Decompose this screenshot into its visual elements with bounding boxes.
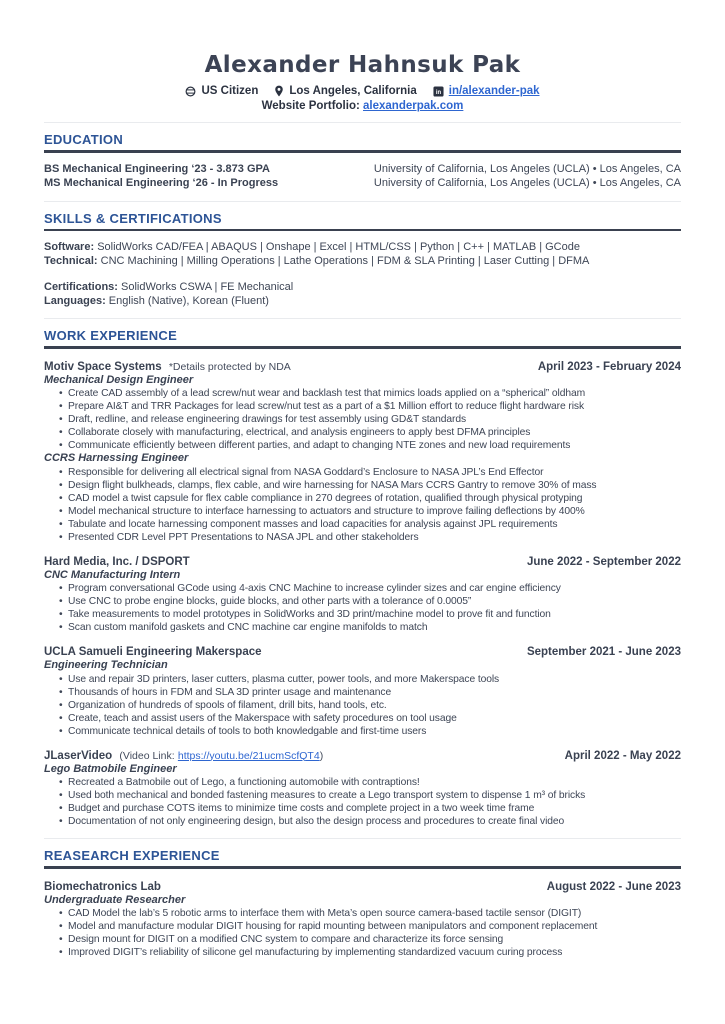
- job-header: [44, 749, 681, 763]
- bullet: • Organization of hundreds of spools of filament, drill bits, hand tools, etc.: [59, 699, 681, 712]
- skill-line-software: [44, 240, 681, 254]
- role: [44, 763, 681, 829]
- bullet: • Use CNC to probe engine blocks, guide blocks, and other parts with a tolerance of 0.0005”: [59, 595, 681, 608]
- bullet: • Design mount for DIGIT on a modified CNC system to compare and characterize its force sensing: [59, 933, 681, 946]
- bullet: • Create CAD assembly of a lead screw/nut wear and backlash test that mimics loads applied on a “spherical” oldham: [59, 387, 681, 400]
- bullet: • Draft, redline, and release engineering drawings for test assembly using GD&T standards: [59, 413, 681, 426]
- location-item: [274, 85, 416, 97]
- skills-section: [44, 211, 681, 309]
- bullet: • Communicate technical details of tools to both knowledgable and first-time users: [59, 725, 681, 738]
- bullet: • Collaborate closely with manufacturing, electrical, and analysis engineers to apply best DFMA principles: [59, 426, 681, 439]
- bullet: • Tabulate and locate harnessing component masses and load capacities for analysis against JPL requirements: [59, 518, 681, 531]
- bullet: • Model mechanical structure to interface harnessing to actuators and structure to improve failing deflections by 400%: [59, 505, 681, 518]
- skill-text: English (Native), Korean (Fluent): [108, 295, 269, 307]
- linkedin-icon: [433, 86, 444, 97]
- role: [44, 374, 681, 453]
- globe-icon: [185, 86, 196, 97]
- role-title: Undergraduate Researcher: [44, 893, 186, 906]
- bullet: • Documentation of not only engineering design, but also the design process and procedures to create final video: [59, 815, 681, 828]
- skill-label: Languages:: [44, 295, 106, 307]
- bullet: • Use and repair 3D printers, laser cutters, plasma cutter, power tools, and more Makerspace tools: [59, 673, 681, 686]
- video-link-suffix: ): [319, 749, 324, 762]
- svg-text:in: in: [435, 89, 441, 96]
- citizenship-item: [185, 85, 258, 97]
- skill-label: Certifications:: [44, 281, 118, 293]
- degree-text: MS Mechanical Engineering ‘26 - In Progress: [44, 177, 279, 189]
- section-separator: [44, 318, 681, 319]
- linkedin-link[interactable]: in/alexander-pak: [448, 85, 540, 97]
- job-jlaservideo: [44, 749, 681, 829]
- skill-line-technical: [44, 254, 681, 268]
- company-name: Motiv Space Systems: [44, 360, 162, 373]
- bullet-list: [44, 466, 681, 544]
- bullet-list: [44, 907, 681, 959]
- degree-text: BS Mechanical Engineering ‘23 - 3.873 GPA: [44, 162, 270, 175]
- skill-label: Software:: [44, 241, 95, 253]
- role-title: Engineering Technician: [44, 659, 168, 671]
- work-heading: WORK EXPERIENCE: [44, 328, 178, 343]
- bullet-list: [44, 673, 681, 738]
- bullet: • Budget and purchase COTS items to minimize time costs and complete project in a two week time frame: [59, 802, 681, 815]
- role-title: Mechanical Design Engineer: [44, 373, 194, 386]
- education-rule: [44, 150, 681, 153]
- skill-gap: [44, 268, 681, 280]
- skill-line-languages: [44, 294, 681, 308]
- job-dates: April 2023 - February 2024: [537, 360, 681, 373]
- education-row: [44, 162, 681, 177]
- linkedin-item: [433, 85, 540, 97]
- bullet: • CAD model a twist capsule for flex cable compliance in 270 degrees of rotation, qualified through physical protyping: [59, 492, 681, 505]
- skill-text: CNC Machining | Milling Operations | Lathe Operations | FDM & SLA Printing | Laser Cutting | DFMA: [100, 255, 590, 267]
- skill-label: Technical:: [44, 255, 98, 267]
- company-name: Hard Media, Inc. / DSPORT: [44, 555, 190, 568]
- work-rule: [44, 346, 681, 349]
- job-ucla-makerspace: [44, 645, 681, 738]
- section-separator: [44, 838, 681, 839]
- company-name: UCLA Samueli Engineering Makerspace: [44, 646, 262, 658]
- skill-text: SolidWorks CAD/FEA | ABAQUS | Onshape | Excel | HTML/CSS | Python | C++ | MATLAB | GCode: [97, 241, 580, 253]
- job-header: [44, 880, 681, 894]
- skill-lines: [44, 240, 681, 308]
- job-header: [44, 555, 681, 569]
- video-link[interactable]: https://youtu.be/21ucmScfQT4: [177, 749, 320, 762]
- skill-text: SolidWorks CSWA | FE Mechanical: [121, 281, 294, 293]
- bullet: • Presented CDR Level PPT Presentations to NASA JPL and other stakeholders: [59, 531, 681, 544]
- role: [44, 569, 681, 635]
- role: [44, 659, 681, 738]
- education-section: [44, 132, 681, 191]
- bullet: • Communicate efficiently between different parties, and adapt to changing NTE zones and new load requirements: [59, 439, 681, 452]
- skills-rule: [44, 229, 681, 232]
- portfolio-label: Website Portfolio:: [261, 100, 360, 112]
- bullet-list: [44, 582, 681, 634]
- company-cell: [44, 360, 291, 374]
- skills-heading: SKILLS & CERTIFICATIONS: [44, 210, 222, 226]
- job-header: [44, 645, 681, 659]
- job-dates: August 2022 - June 2023: [546, 880, 681, 893]
- education-rows: [44, 162, 681, 191]
- role-title: CCRS Harnessing Engineer: [44, 452, 189, 464]
- education-heading: EDUCATION: [44, 132, 124, 147]
- portfolio-row: [44, 100, 681, 112]
- bullet: • Scan custom manifold gaskets and CNC machine car engine manifolds to match: [59, 621, 681, 634]
- video-link-prefix: (Video Link:: [119, 749, 175, 762]
- skill-line-certifications: [44, 280, 681, 294]
- research-heading: REASEARCH EXPERIENCE: [44, 848, 220, 863]
- school-text: University of California, Los Angeles (UCLA) • Los Angeles, CA: [373, 162, 681, 175]
- job-biomechatronics-lab: [44, 880, 681, 960]
- bullet: • Improved DIGIT’s reliability of silicone gel manufacturing by implementing standardized vacuum curing process: [59, 946, 681, 959]
- bullet: • Create, teach and assist users of the Makerspace with safety procedures on tool usage: [59, 712, 681, 725]
- section-separator: [44, 201, 681, 202]
- work-section: [44, 328, 681, 828]
- company-name: Biomechatronics Lab: [44, 880, 161, 893]
- job-dates: September 2021 - June 2023: [526, 646, 681, 658]
- role-title: Lego Batmobile Engineer: [44, 762, 177, 775]
- company-cell: [44, 749, 323, 763]
- location-pin-icon: [274, 85, 284, 97]
- bullet: • Program conversational GCode using 4-axis CNC Machine to increase cylinder sizes and car engine efficiency: [59, 582, 681, 595]
- role: [44, 894, 681, 960]
- bullet: • Design flight bulkheads, clamps, flex cable, and wire harnessing for NASA Mars CCRS Gantry to remove 30% of mass: [59, 479, 681, 492]
- bullet-list: [44, 387, 681, 452]
- research-section: [44, 848, 681, 959]
- bullet: • CAD Model the lab’s 5 robotic arms to interface them with Meta’s open source camera-based tactile sensor (DIGIT): [59, 907, 681, 920]
- role: [44, 452, 681, 544]
- job-dates: April 2022 - May 2022: [564, 749, 681, 762]
- research-rule: [44, 866, 681, 869]
- job-dates: June 2022 - September 2022: [526, 555, 681, 568]
- education-row: [44, 176, 681, 191]
- bullet: • Prepare AI&T and TRR Packages for lead screw/nut test as a part of a $1 Million effort to reduce flight hardware risk: [59, 400, 681, 413]
- bullet: • Recreated a Batmobile out of Lego, a functioning automobile with contraptions!: [59, 776, 681, 789]
- job-motiv-space-systems: [44, 360, 681, 544]
- bullet-list: [44, 776, 681, 828]
- person-name: Alexander Hahnsuk Pak: [204, 52, 521, 78]
- role-title: CNC Manufacturing Intern: [44, 568, 181, 581]
- school-text: University of California, Los Angeles (UCLA) • Los Angeles, CA: [373, 177, 681, 189]
- job-header: [44, 360, 681, 374]
- company-note: *Details protected by NDA: [168, 360, 291, 373]
- company-name: JLaserVideo: [44, 749, 113, 762]
- bullet: • Model and manufacture modular DIGIT housing for rapid mounting between manipulators and component replacement: [59, 920, 681, 933]
- job-hard-media: [44, 555, 681, 635]
- bullet: • Take measurements to model prototypes in SolidWorks and 3D print/machine model to prove fit and function: [59, 608, 681, 621]
- bullet: • Responsible for delivering all electrical signal from NASA Goddard’s Enclosure to NASA JPL’s End Effector: [59, 466, 681, 479]
- citizenship-text: US Citizen: [201, 85, 259, 97]
- contact-row: [44, 85, 681, 97]
- bullet: • Used both mechanical and bonded fastening measures to create a Lego transport system to dispense 1 m³ of bricks: [59, 789, 681, 802]
- location-text: Los Angeles, California: [289, 85, 417, 97]
- portfolio-link[interactable]: alexanderpak.com: [363, 100, 464, 112]
- header-separator: [44, 122, 681, 123]
- bullet: • Thousands of hours in FDM and SLA 3D printer usage and maintenance: [59, 686, 681, 699]
